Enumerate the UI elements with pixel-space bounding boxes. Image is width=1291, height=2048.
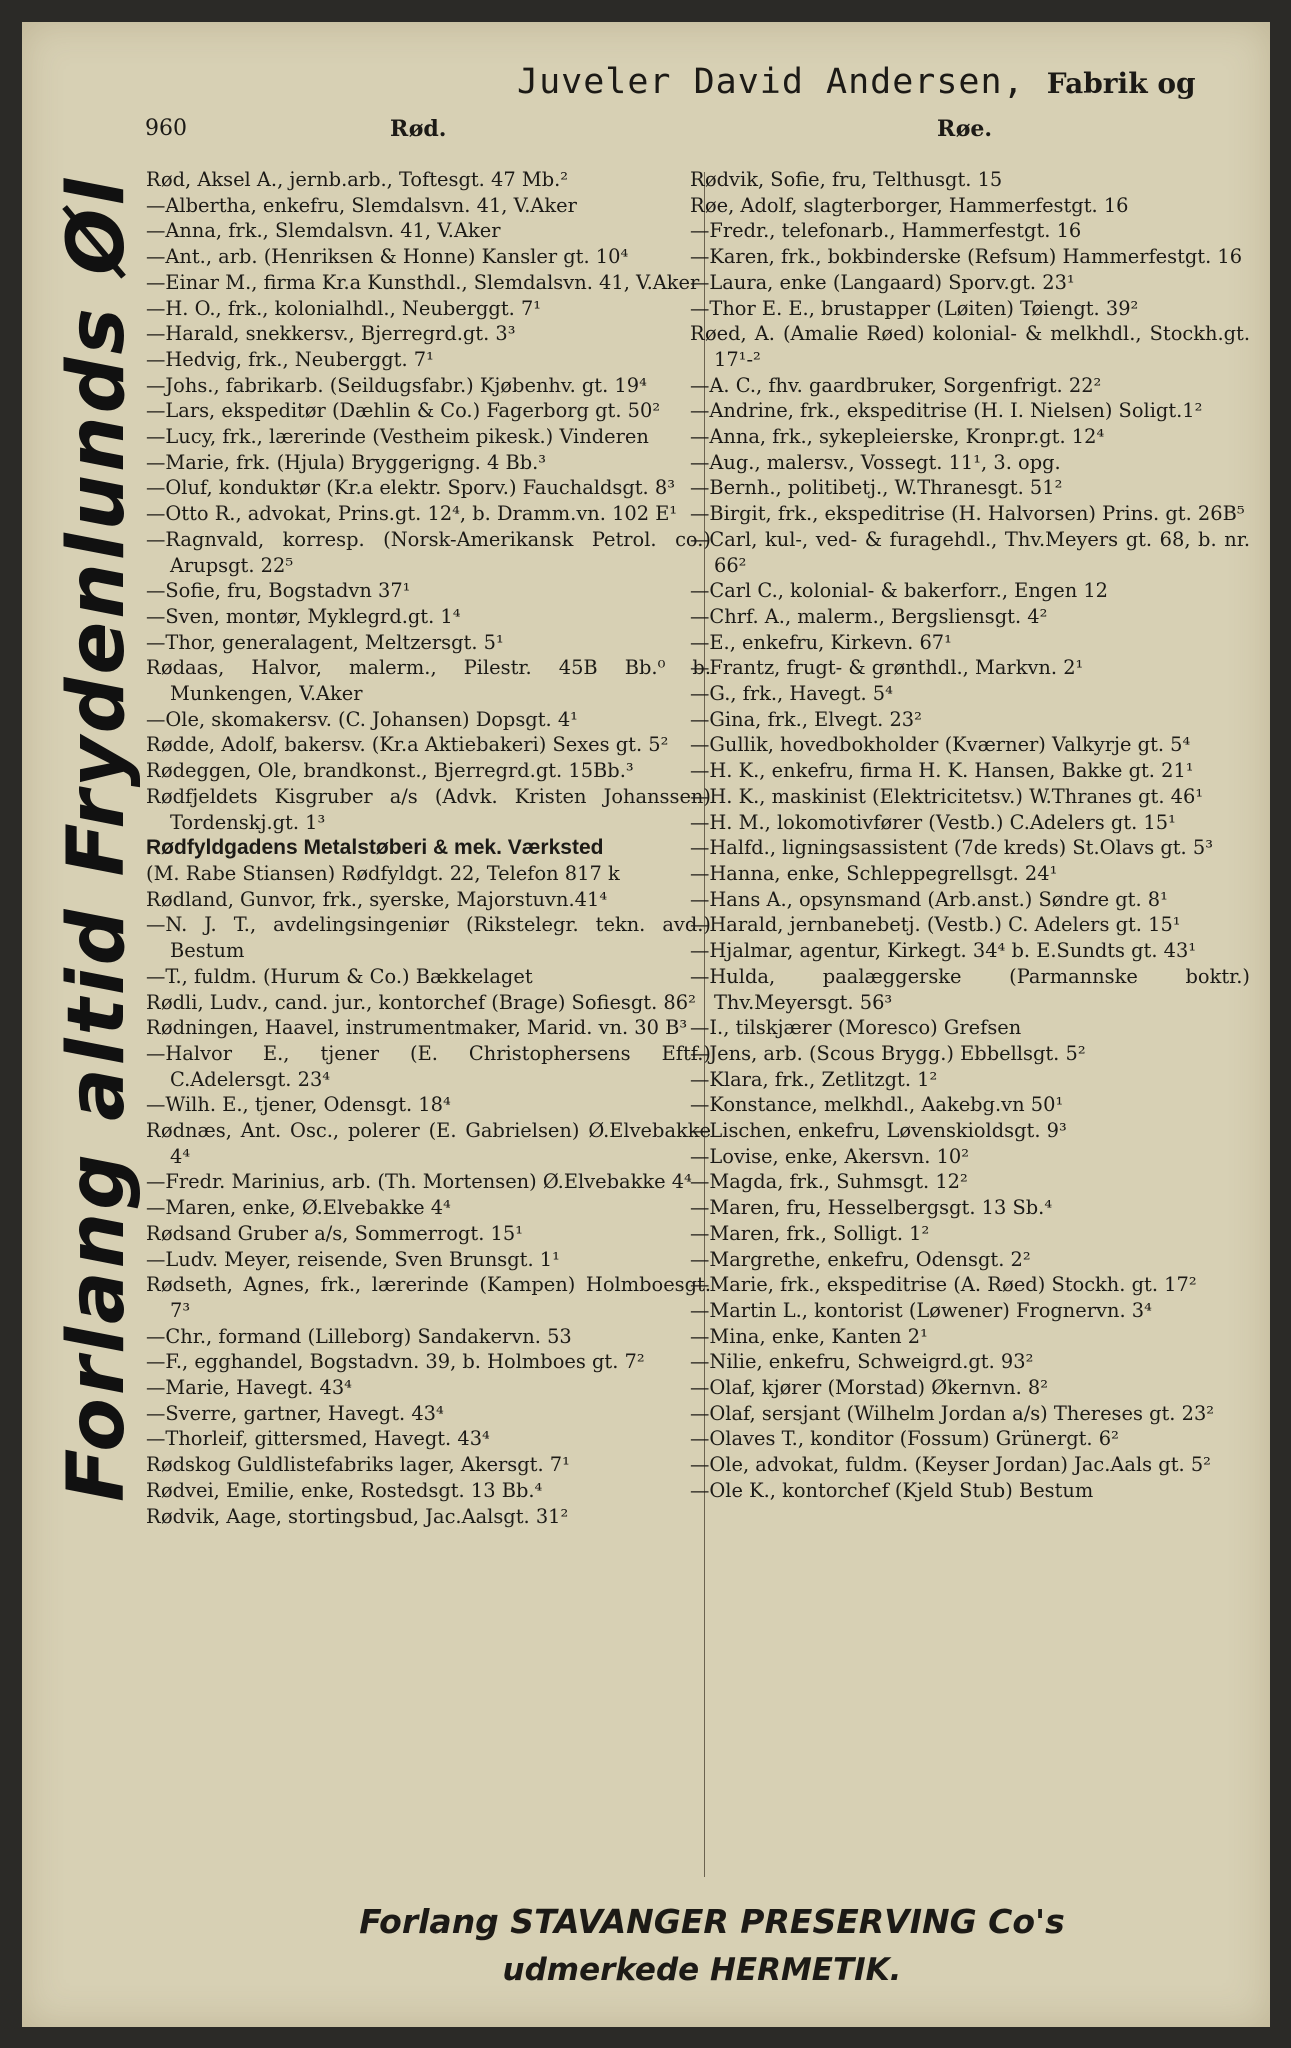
left-column — [146, 167, 711, 1529]
vertical-advertisement: Forlang altid Frydenlunds Øl — [52, 175, 142, 1502]
headword-left: Rød. — [390, 116, 447, 142]
directory-entry: —Olaf, kjører (Morstad) Økernvn. 8² — [690, 1376, 1049, 1400]
directory-entry: —Ole, advokat, fuldm. (Keyser Jordan) Jac.Aals gt. 5² — [690, 1453, 1211, 1477]
directory-entry: —Halfd., ligningsassistent (7de kreds) St.Olavs gt. 5³ — [690, 836, 1213, 860]
directory-entry: —Lovise, enke, Akersvn. 10² — [690, 1144, 970, 1168]
directory-entry: —Ole K., kontorchef (Kjeld Stub) Bestum — [690, 1478, 1094, 1502]
directory-entry: —Chrf. A., malerm., Bergsliensgt. 4² — [690, 604, 1048, 628]
directory-entry: —Nilie, enkefru, Schweigrd.gt. 93² — [690, 1350, 1034, 1374]
directory-entry: —Sofie, fru, Bogstadvn 37¹ — [146, 579, 411, 603]
directory-entry: —Anna, frk., Slemdalsvn. 41, V.Aker — [146, 219, 501, 243]
directory-entry: —Chr., formand (Lilleborg) Sandakervn. 53 — [146, 1324, 572, 1348]
directory-entry: —Margrethe, enkefru, Odensgt. 2² — [690, 1247, 1031, 1271]
directory-entry: —Carl, kul-, ved- & furagehdl., Thv.Meyers gt. 68, b. nr. 66² — [690, 527, 1250, 577]
header-ad-rest: Fabrik og — [1046, 67, 1196, 100]
page-number: 960 — [145, 116, 187, 141]
directory-entry: —Hans A., opsynsmand (Arb.anst.) Søndre gt. 8¹ — [690, 887, 1168, 911]
directory-entry: —Laura, enke (Langaard) Sporv.gt. 23¹ — [690, 270, 1075, 294]
directory-entry: Rødvik, Sofie, fru, Telthusgt. 15 — [690, 168, 1003, 191]
directory-entry: Rødsand Gruber a/s, Sommerrogt. 15¹ — [146, 1221, 523, 1245]
directory-entry: —A. C., fhv. gaardbruker, Sorgenfrigt. 22² — [690, 373, 1102, 397]
directory-entry: —N. J. T., avdelingsingeniør (Rikstelegr. tekn. avd.) Bestum — [146, 913, 711, 963]
directory-entry: —Gullik, hovedbokholder (Kværner) Valkyrje gt. 5⁴ — [690, 733, 1191, 757]
directory-entry: —Bernh., politibetj., W.Thranesgt. 51² — [690, 476, 1063, 500]
directory-entry: Røe, Adolf, slagterborger, Hammerfestgt. 16 — [690, 193, 1129, 217]
directory-entry: —Fredr. Marinius, arb. (Th. Mortensen) Ø.Elvebakke 4⁴ — [146, 1170, 692, 1194]
directory-entry: Rødde, Adolf, bakersv. (Kr.a Aktiebakeri) Sexes gt. 5² — [146, 733, 669, 757]
directory-entry: —Thorleif, gittersmed, Havegt. 43⁴ — [146, 1427, 490, 1451]
directory-entry: —Maren, frk., Solligt. 1² — [690, 1221, 930, 1245]
directory-entry: Rød, Aksel A., jernb.arb., Toftesgt. 47 Mb.² — [146, 168, 569, 191]
directory-entry: —Andrine, frk., ekspeditrise (H. I. Nielsen) Soligt.1² — [690, 399, 1203, 423]
directory-entry: Rødli, Ludv., cand. jur., kontorchef (Brage) Sofiesgt. 86² — [146, 990, 696, 1014]
directory-entry: —Sverre, gartner, Havegt. 43⁴ — [146, 1401, 444, 1425]
directory-entry: —Hedvig, frk., Neuberggt. 7¹ — [146, 347, 434, 371]
directory-entry: —Jens, arb. (Scous Brygg.) Ebbellsgt. 5² — [690, 1041, 1086, 1065]
directory-entry: —Aug., malersv., Vossegt. 11¹, 3. opg. — [690, 450, 1061, 474]
header-ad-main: Juveler David Andersen, — [517, 62, 1025, 102]
directory-entry: —T., fuldm. (Hurum & Co.) Bækkelaget — [146, 964, 533, 988]
directory-entry: —H. K., maskinist (Elektricitetsv.) W.Thranes gt. 46¹ — [690, 784, 1204, 808]
directory-entry: —Thor E. E., brustapper (Løiten) Tøiengt. 39² — [690, 296, 1139, 320]
directory-entry: —Frantz, frugt- & grønthdl., Markvn. 2¹ — [690, 656, 1084, 680]
directory-entry: Rødseth, Agnes, frk., lærerinde (Kampen) Holmboesgt. 7³ — [146, 1273, 711, 1322]
directory-entry: —H. O., frk., kolonialhdl., Neuberggt. 7¹ — [146, 296, 542, 320]
directory-entry: —Ragnvald, korresp. (Norsk-Amerikansk Petrol. co.) Arupsgt. 22⁵ — [146, 527, 711, 577]
directory-entry: Rødland, Gunvor, frk., syerske, Majorstuvn.41⁴ — [146, 887, 608, 911]
directory-entry: Rødvei, Emilie, enke, Rostedsgt. 13 Bb.⁴ — [146, 1478, 543, 1502]
directory-entry: —Harald, snekkersv., Bjerregrd.gt. 3³ — [146, 322, 516, 346]
right-column — [690, 167, 1250, 1504]
directory-entry: —Harald, jernbanebetj. (Vestb.) C. Adelers gt. 15¹ — [690, 913, 1181, 937]
directory-entry: —F., egghandel, Bogstadvn. 39, b. Holmboes gt. 7² — [146, 1350, 645, 1374]
directory-entry: —Konstance, melkhdl., Aakebg.vn 50¹ — [690, 1093, 1064, 1117]
directory-entry: —Halvor E., tjener (E. Christophersens Eftf.) C.Adelersgt. 23⁴ — [146, 1041, 711, 1091]
directory-page — [22, 22, 1270, 2027]
directory-entry: —Lischen, enkefru, Løvenskioldsgt. 9³ — [690, 1119, 1067, 1143]
directory-entry: Rødfjeldets Kisgruber a/s (Advk. Kristen Johanssen) Tordenskj.gt. 1³ — [146, 784, 711, 834]
directory-entry: —Olaf, sersjant (Wilhelm Jordan a/s) Thereses gt. 23² — [690, 1401, 1215, 1425]
directory-entry: —Marie, Havegt. 43⁴ — [146, 1376, 352, 1400]
directory-entry: —Hanna, enke, Schleppegrellsgt. 24¹ — [690, 861, 1058, 885]
footer-ad-line2: udmerkede HERMETIK. — [502, 1952, 902, 1988]
directory-entry: —Karen, frk., bokbinderske (Refsum) Hammerfestgt. 16 — [690, 245, 1243, 269]
directory-entry: Røed, A. (Amalie Røed) kolonial- & melkhdl., Stockh.gt. 17¹-² — [690, 322, 1250, 371]
directory-entry: —Gina, frk., Elvegt. 23² — [690, 707, 922, 731]
footer-ad-line1: Forlang STAVANGER PRESERVING Co's — [359, 1902, 1065, 1941]
directory-entry: Rødningen, Haavel, instrumentmaker, Marid. vn. 30 B³ — [146, 1016, 688, 1040]
directory-entry: —E., enkefru, Kirkevn. 67¹ — [690, 630, 952, 654]
directory-entry: —Otto R., advokat, Prins.gt. 12⁴, b. Dramm.vn. 102 E¹ — [146, 502, 678, 526]
directory-entry: —Marie, frk., ekspeditrise (A. Røed) Stockh. gt. 17² — [690, 1273, 1197, 1297]
directory-entry: —Maren, enke, Ø.Elvebakke 4⁴ — [146, 1196, 451, 1220]
directory-entry: —Ludv. Meyer, reisende, Sven Brunsgt. 1¹ — [146, 1247, 560, 1271]
directory-entry: —Lars, ekspeditør (Dæhlin & Co.) Fagerborg gt. 50² — [146, 399, 661, 423]
directory-entry: —Oluf, konduktør (Kr.a elektr. Sporv.) Fauchaldsgt. 8³ — [146, 476, 675, 500]
directory-entry: Rødnæs, Ant. Osc., polerer (E. Gabrielsen) Ø.Elvebakke 4⁴ — [146, 1119, 711, 1168]
directory-entry: —Lucy, frk., lærerinde (Vestheim pikesk.) Vinderen — [146, 425, 649, 449]
directory-entry: Rødfyldgadens Metalstøberi & mek. Værksted — [146, 836, 604, 860]
directory-entry: —Ole, skomakersv. (C. Johansen) Dopsgt. 4¹ — [146, 707, 578, 731]
directory-entry: —I., tilskjærer (Moresco) Grefsen — [690, 1016, 1022, 1040]
directory-entry: (M. Rabe Stiansen) Rødfyldgt. 22, Telefon 817 k — [146, 861, 620, 885]
directory-entry: —Johs., fabrikarb. (Seildugsfabr.) Kjøbenhv. gt. 19⁴ — [146, 373, 647, 397]
directory-entry: —Albertha, enkefru, Slemdalsvn. 41, V.Aker — [146, 193, 577, 217]
directory-entry: —Einar M., firma Kr.a Kunsthdl., Slemdalsvn. 41, V.Aker — [146, 270, 700, 294]
directory-entry: —G., frk., Havegt. 5⁴ — [690, 682, 893, 706]
header-advertisement — [517, 62, 1257, 102]
directory-entry: —H. K., enkefru, firma H. K. Hansen, Bakke gt. 21¹ — [690, 759, 1194, 783]
directory-entry: —Martin L., kontorist (Løwener) Frognervn. 3⁴ — [690, 1298, 1152, 1322]
directory-entry: —Anna, frk., sykepleierske, Kronpr.gt. 12⁴ — [690, 425, 1105, 449]
directory-entry: —Marie, frk. (Hjula) Bryggerigng. 4 Bb.³ — [146, 450, 547, 474]
directory-entry: —H. M., lokomotivfører (Vestb.) C.Adelers gt. 15¹ — [690, 810, 1176, 834]
directory-entry: —Klara, frk., Zetlitzgt. 1² — [690, 1067, 938, 1091]
directory-entry: —Thor, generalagent, Meltzersgt. 5¹ — [146, 630, 504, 654]
directory-entry: Rødaas, Halvor, malerm., Pilestr. 45B Bb.⁰ b. Munkengen, V.Aker — [146, 656, 711, 706]
directory-entry: —Mina, enke, Kanten 2¹ — [690, 1324, 928, 1348]
directory-entry: —Ant., arb. (Henriksen & Honne) Kansler gt. 10⁴ — [146, 245, 629, 269]
directory-entry: Rødskog Guldlistefabriks lager, Akersgt. 7¹ — [146, 1453, 570, 1477]
headword-right: Røe. — [937, 116, 993, 142]
directory-entry: —Carl C., kolonial- & bakerforr., Engen 12 — [690, 579, 1109, 603]
directory-entry: Rødvik, Aage, stortingsbud, Jac.Aalsgt. 31² — [146, 1504, 569, 1528]
directory-entry: —Sven, montør, Myklegrd.gt. 1⁴ — [146, 604, 461, 628]
directory-entry: —Hjalmar, agentur, Kirkegt. 34⁴ b. E.Sundts gt. 43¹ — [690, 939, 1197, 963]
directory-entry: —Maren, fru, Hesselbergsgt. 13 Sb.⁴ — [690, 1196, 1053, 1220]
directory-entry: —Birgit, frk., ekspeditrise (H. Halvorsen) Prins. gt. 26B⁵ — [690, 502, 1245, 526]
directory-entry: Rødeggen, Ole, brandkonst., Bjerregrd.gt. 15Bb.³ — [146, 759, 634, 783]
directory-entry: —Hulda, paalæggerske (Parmannske boktr.) Thv.Meyersgt. 56³ — [690, 964, 1250, 1014]
directory-entry: —Magda, frk., Suhmsgt. 12² — [690, 1170, 968, 1194]
directory-entry: —Olaves T., konditor (Fossum) Grünergt. 6² — [690, 1427, 1119, 1451]
directory-entry: —Fredr., telefonarb., Hammerfestgt. 16 — [690, 219, 1082, 243]
directory-entry: —Wilh. E., tjener, Odensgt. 18⁴ — [146, 1093, 451, 1117]
